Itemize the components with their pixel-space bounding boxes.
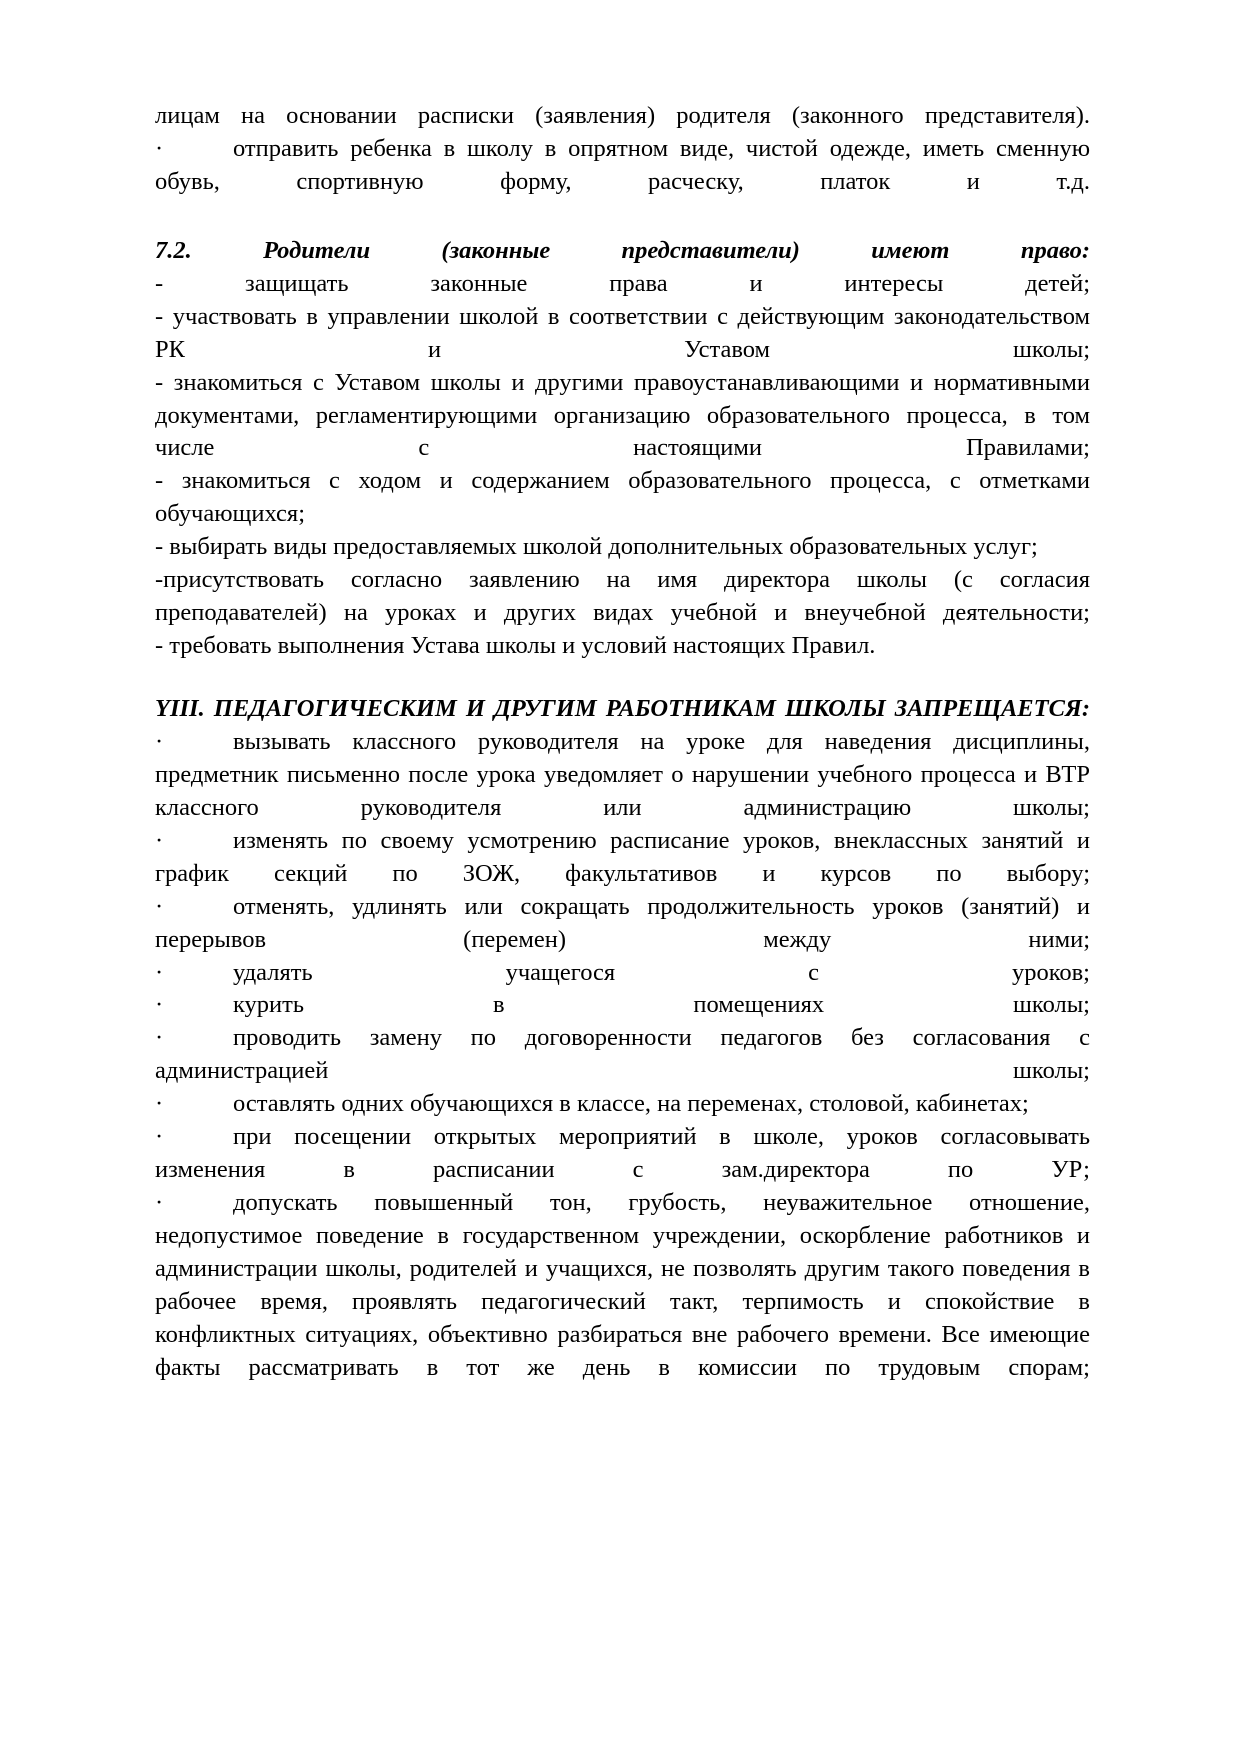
ban-item-9: [155, 1187, 1090, 1385]
bullet-marker: ·: [155, 134, 164, 162]
ban-item-4: [155, 957, 1090, 990]
bullet-marker: ·: [155, 1123, 164, 1151]
ban-item-8: [155, 1121, 1090, 1187]
ban-item-4-text: удалять учащегося с уроков;: [233, 958, 1090, 986]
right-item-3: - знакомиться с Уставом школы и другими правоустанавливающими и нормативными документами, регламентирующими организацию образовательного процесса, в том числе с настоящими Правилами;: [155, 368, 1090, 462]
spacer: [155, 663, 1090, 693]
heading-section-8-text: YIII. ПЕДАГОГИЧЕСКИМ И ДРУГИМ РАБОТНИКАМ ШКОЛЫ ЗАПРЕЩАЕТСЯ: [155, 695, 1082, 722]
bullet-marker: ·: [155, 727, 164, 755]
ban-item-2-text: изменять по своему усмотрению расписание уроков, внеклассных занятий и график секций по ЗОЖ, факультативов и курсов по выбору;: [155, 826, 1090, 887]
ban-item-9-text: допускать повышенный тон, грубость, неуважительное отношение, недопустимое поведение в государственном учреждении, оскорбление работников и администрации школы, родителей и учащихся, не позволять другим такого поведения в рабочее время, проявлять педагогический такт, терпимость и спокойствие в конфликтных ситуациях, объективно разбираться вне рабочего времени. Все имеющие факты рассматривать в тот же день в комиссии по трудовым спорам;: [155, 1189, 1090, 1381]
bullet-marker: ·: [155, 892, 164, 920]
ban-item-3: [155, 891, 1090, 957]
ban-item-7: [155, 1088, 1090, 1121]
right-item-7: - требовать выполнения Устава школы и условий настоящих Правил.: [155, 632, 876, 660]
right-item-4: - знакомиться с ходом и содержанием образовательного процесса, с отметками обучающихся;: [155, 467, 1090, 528]
bullet-item-send-child: [155, 133, 1090, 199]
right-item-1: - защищать законные права и интересы детей;: [155, 269, 1090, 297]
document-body: [155, 100, 1090, 1385]
heading-7-2: 7.2. Родители (законные представители) имеют право:: [155, 236, 1090, 264]
bullet-marker: ·: [155, 1024, 164, 1052]
ban-item-6-text: проводить замену по договоренности педагогов без согласования с администрацией школы;: [155, 1024, 1090, 1085]
ban-item-5-text: курить в помещениях школы;: [233, 991, 1090, 1019]
ban-item-6: [155, 1022, 1090, 1088]
ban-item-1-text: вызывать классного руководителя на уроке для наведения дисциплины, предметник письменно после урока уведомляет о нарушении учебного процесса и ВТР классного руководителя или администрацию школы;: [155, 727, 1090, 821]
ban-item-1: [155, 726, 1090, 825]
heading-section-8-colon: :: [1081, 695, 1090, 722]
ban-item-2: [155, 825, 1090, 891]
ban-item-7-text: оставлять одних обучающихся в классе, на переменах, столовой, кабинетах;: [233, 1090, 1029, 1118]
paragraph-intro: лицам на основании расписки (заявления) родителя (законного представителя).: [155, 102, 1090, 129]
bullet-marker: ·: [155, 1090, 164, 1118]
spacer: [155, 199, 1090, 235]
right-item-5: - выбирать виды предоставляемых школой дополнительных образовательных услуг;: [155, 533, 1038, 561]
bullet-marker: ·: [155, 1189, 164, 1217]
bullet-item-text: отправить ребенка в школу в опрятном виде, чистой одежде, иметь сменную обувь, спортивную форму, расческу, платок и т.д.: [155, 134, 1090, 195]
right-item-2: - участвовать в управлении школой в соответствии с действующим законодательством РК и Уставом школы;: [155, 302, 1090, 363]
bullet-marker: ·: [155, 991, 164, 1019]
ban-item-3-text: отменять, удлинять или сокращать продолжительность уроков (занятий) и перерывов (перемен) между ними;: [155, 892, 1090, 953]
ban-item-5: [155, 989, 1090, 1022]
bullet-marker: ·: [155, 826, 164, 854]
heading-section-8: [155, 693, 1090, 726]
ban-item-8-text: при посещении открытых мероприятий в школе, уроков согласовывать изменения в расписании с зам.директора по УР;: [155, 1123, 1090, 1184]
bullet-marker: ·: [155, 958, 164, 986]
right-item-6: -присутствовать согласно заявлению на имя директора школы (с согласия преподавателей) на уроках и других видах учебной и внеучебной деятельности;: [155, 566, 1090, 627]
